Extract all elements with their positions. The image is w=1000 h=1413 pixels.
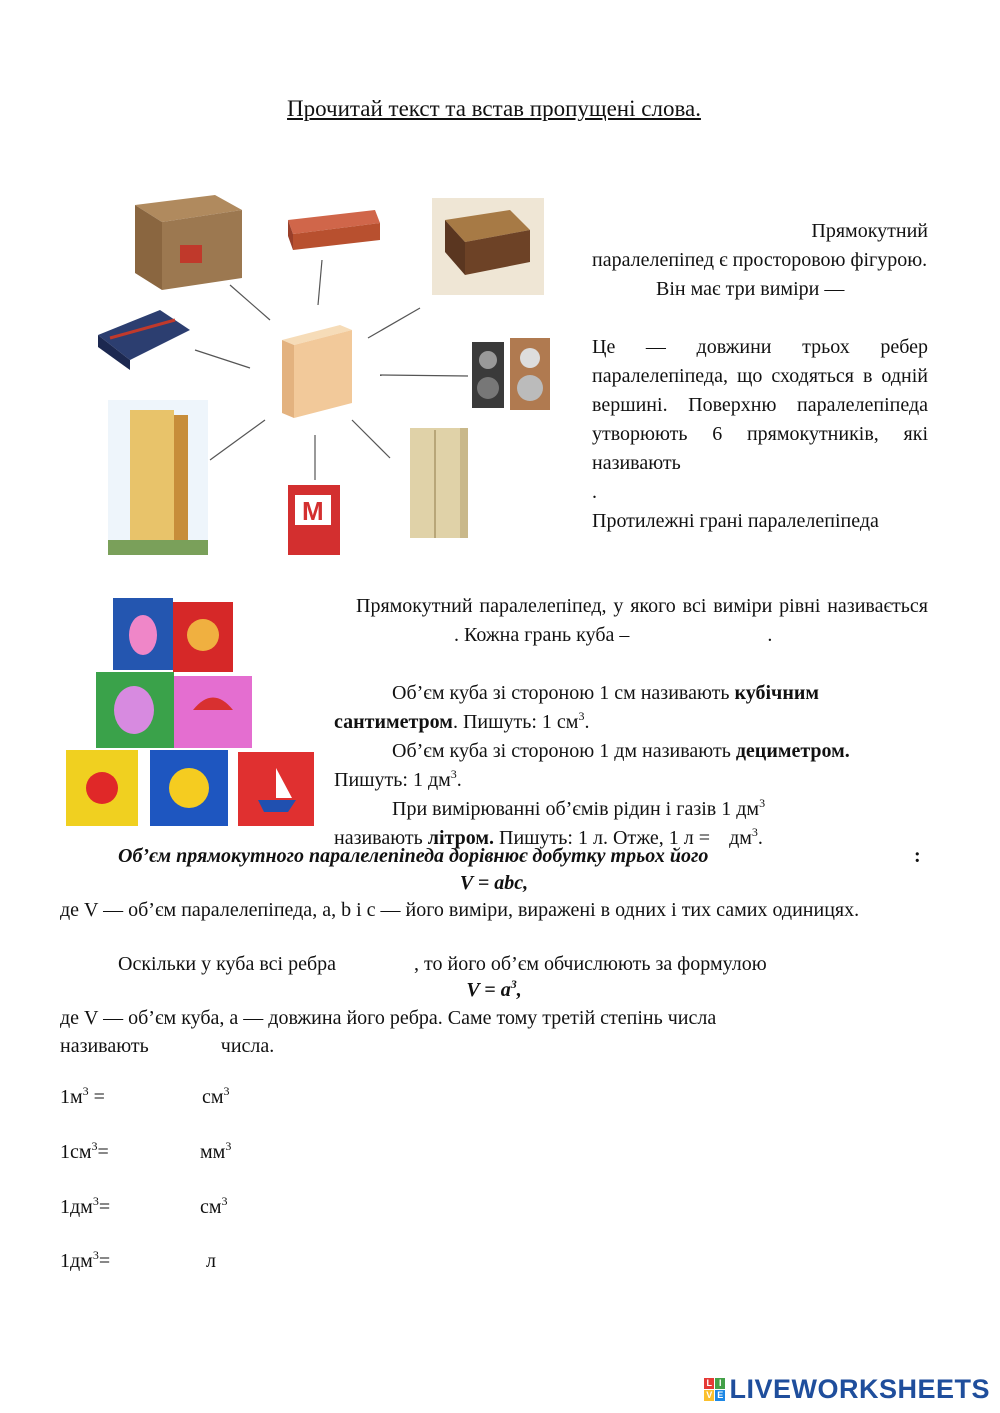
faces-dot: .	[592, 481, 597, 503]
pencil-case-image	[98, 310, 190, 370]
svg-text:M: M	[302, 496, 324, 526]
opposite-faces-line: Протилежні грані паралелепіпеда	[592, 510, 879, 532]
cubic-cm-text: Об’єм куба зі стороною 1 см називають	[392, 682, 730, 704]
formula-cube-explanation: де V — об’єм куба, a — довжина його ребра. Саме тому третій степінь числа	[60, 1007, 717, 1029]
wardrobe-image	[410, 428, 468, 538]
toy-cubes-illustration	[58, 590, 320, 832]
toy-cube-top	[113, 598, 233, 672]
speakers-image	[472, 338, 550, 410]
cube-text-block: Прямокутний паралелепіпед, у якого всі виміри рівні називається. Кожна грань куба – . Об’єм куба зі стороною 1 см називають кубічним сантиметром. Пишуть: 1 $см^3$. Об’єм куба зі стороною 1 дм називають дециметром. Пишуть: 1 $дм^3$. При вимірюванні об’ємів рідин і газів 1 $дм^3$ називають літром. Пишуть: 1 л. Отже, 1 $л = дм^3$.	[334, 595, 928, 849]
litre-term: літром.	[427, 827, 494, 849]
cube-edges-text: Оскільки у куба всі ребра , то його об’єм обчислюють за формулою	[118, 953, 767, 975]
conversion-row: $1дм^3=$ л	[60, 1248, 216, 1272]
conversion-row: $1дм^3=$ $см^3$	[60, 1194, 228, 1218]
dimensions-line: Він має три виміри —	[656, 278, 845, 300]
brick-image	[288, 210, 380, 250]
cube-number-line: називають числа.	[60, 1035, 275, 1057]
blank-line	[592, 304, 928, 333]
cube-face-text: . Кожна грань куба –	[454, 624, 630, 646]
cubic-dm-term: дециметром.	[735, 740, 850, 762]
toy-cube-middle	[96, 672, 252, 748]
formula-box-volume: V = abc,	[459, 872, 529, 894]
live-badge-icon: L I V E	[706, 1378, 724, 1400]
liveworksheets-logo: L I V E LIVEWORKSHEETS	[706, 1374, 990, 1404]
volume-rule: Об’єм прямокутного паралелепіпеда дорівнює добутку трьох його	[118, 845, 709, 867]
worksheet-title: Прочитай текст та встав пропущені слова.	[287, 96, 701, 121]
formula-cube-volume: $V = a^3$,	[466, 977, 522, 1001]
building-image	[108, 400, 208, 555]
cardboard-box-image	[135, 195, 242, 290]
intro-line-2: паралелепіпед є просторовою фігурою.	[592, 249, 928, 271]
parallelepiped-objects-illustration	[90, 190, 560, 565]
toy-cube-bottom	[66, 750, 314, 826]
milk-carton-image	[288, 485, 340, 555]
conversion-row: $1м^3$ = $см^3$	[60, 1084, 230, 1108]
central-parallelepiped	[282, 325, 352, 418]
intro-text-block	[592, 217, 928, 536]
faces-paragraph: Це — довжини трьох ребер паралелепіпеда, що сходяться в одній вершині. Поверхню паралелепіпеда утворюють 6 прямокутників, які називають	[592, 336, 928, 474]
cube-definition: Прямокутний паралелепіпед, у якого всі виміри рівні називається	[356, 595, 928, 617]
intro-line-1: Прямокутний	[811, 220, 928, 242]
cubic-cm-term: кубічним сантиметром	[334, 682, 819, 733]
conversion-row: $1см^3=$ $мм^3$	[60, 1139, 232, 1163]
cubic-dm-text: Об’єм куба зі стороною 1 дм називають	[392, 740, 731, 762]
litre-text: При вимірюванні об’ємів рідин і газів 1 дм	[392, 798, 760, 820]
jewelry-box-image	[432, 198, 544, 295]
formula-box-explanation: де V — об’єм паралелепіпеда, a, b і c — його виміри, виражені в одних і тих самих одиницях.	[60, 899, 860, 921]
